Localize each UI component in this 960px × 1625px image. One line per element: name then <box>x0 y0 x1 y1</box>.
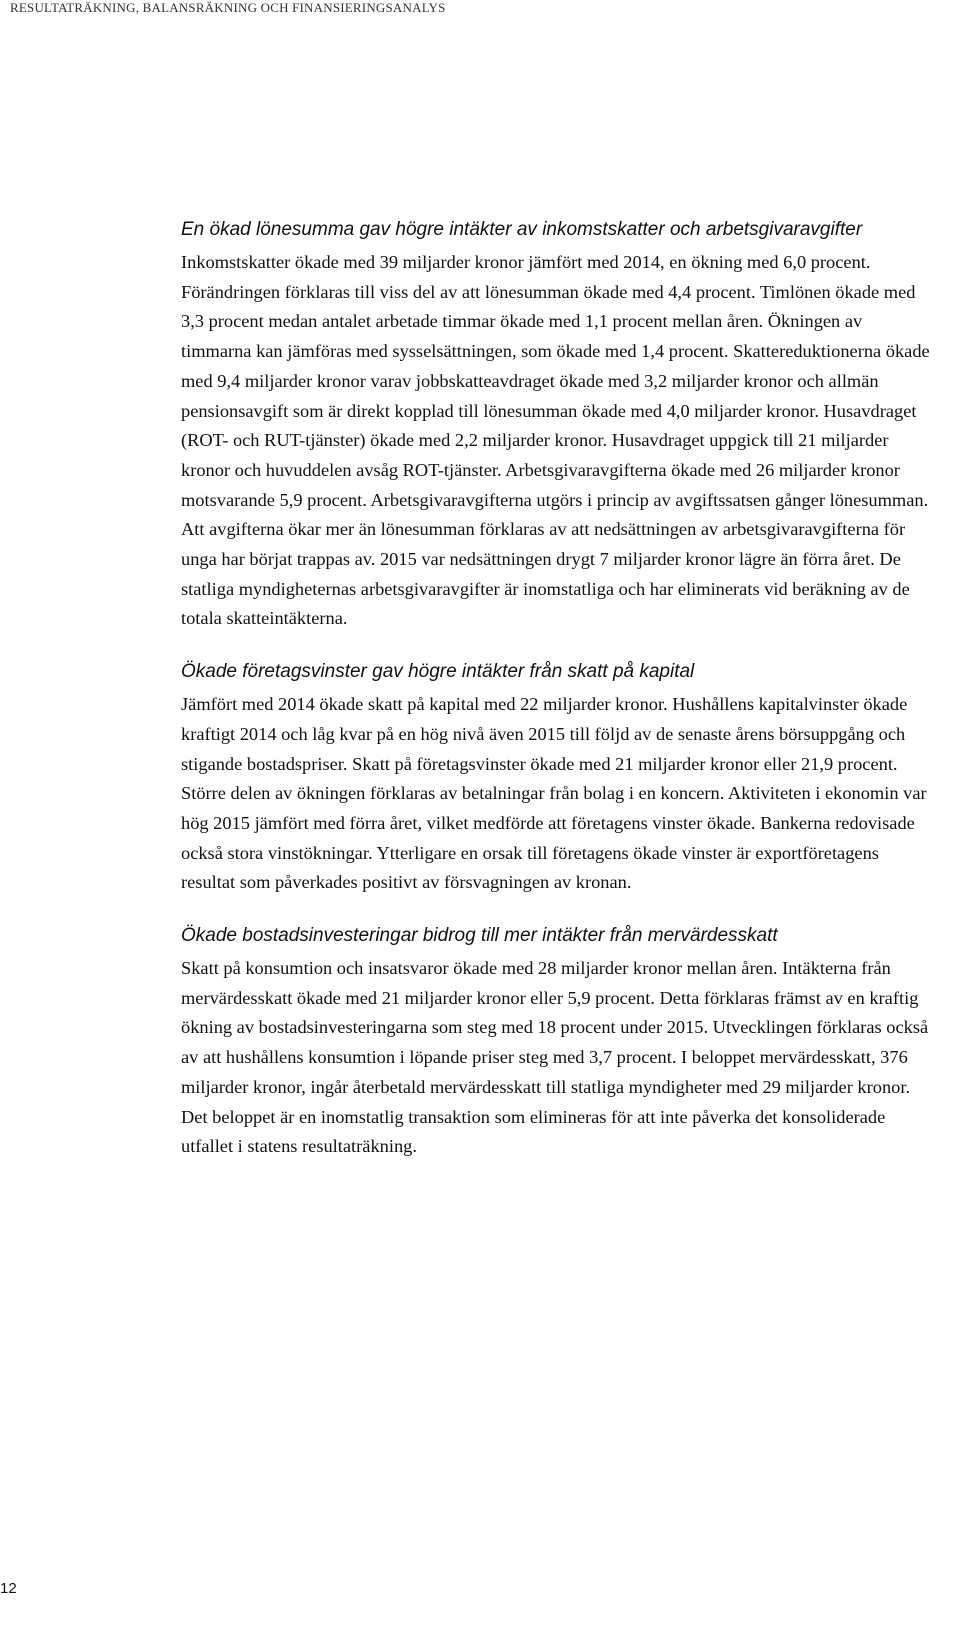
page-number: 12 <box>0 1580 17 1597</box>
section-heading: Ökade företagsvinster gav högre intäkter från skatt på kapital <box>181 661 695 683</box>
section-paragraph: Inkomstskatter ökade med 39 miljarder kronor jämfört med 2014, en ökning med 6,0 procent. Förändringen förklaras till viss del av att lönesumman ökade med 4,4 procent. Timlönen ökade med 3,3 procent medan antalet arbetade timmar ökade med 1,1 procent mellan åren. Ökningen av timmarna kan jämföras med sysselsättningen, som ökade med 1,4 procent. Skattereduktionerna ökade med 9,4 miljarder kronor varav jobbskatteavdraget ökade med 3,2 miljarder kronor och allmän pensionsavgift som är direkt kopplad till lönesumman ökade med 4,0 miljarder kronor. Husavdraget (ROT- och RUT-tjänster) ökade med 2,2 miljarder kronor. Husavdraget uppgick till 21 miljarder kronor och huvuddelen avsåg ROT-tjänster. Arbetsgivaravgifterna ökade med 26 miljarder kronor motsvarande 5,9 procent. Arbetsgivaravgifterna utgörs i princip av avgiftssatsen gånger lönesumman. Att avgifterna ökar mer än lönesumman förklaras av att nedsättningen av arbetsgivaravgifterna för unga har börjat trappas av. 2015 var nedsättningen drygt 7 miljarder kronor lägre än förra året. De statliga myndigheternas arbetsgivaravgifter är inomstatliga och har eliminerats vid beräkning av de totala skatteintäkterna. <box>181 252 930 629</box>
section-paragraph: Jämfört med 2014 ökade skatt på kapital med 22 miljarder kronor. Hushållens kapitalvinster ökade kraftigt 2014 och låg kvar på en hög nivå även 2015 till följd av de senaste årens börsuppgång och stigande bostadspriser. Skatt på företagsvinster ökade med 21 miljarder kronor eller 21,9 procent. Större delen av ökningen förklaras av betalningar från bolag i en koncern. Aktiviteten i ekonomin var hög 2015 jämfört med förra året, vilket medförde att företagens vinster ökade. Bankerna redovisade också stora vinstökningar. Ytterligare en orsak till företagens ökade vinster är exportföretagens resultat som påverkades positivt av försvagningen av kronan. <box>181 694 927 893</box>
section-heading: Ökade bostadsinvesteringar bidrog till mer intäkter från mervärdesskatt <box>181 925 778 947</box>
section-income-taxes <box>181 216 931 634</box>
section-paragraph: Skatt på konsumtion och insatsvaror ökade med 28 miljarder kronor mellan åren. Intäkterna från mervärdesskatt ökade med 21 miljarder kronor eller 5,9 procent. Detta förklaras främst av en kraftig ökning av bostadsinvesteringarna som steg med 18 procent under 2015. Utvecklingen förklaras också av att hushållens konsumtion i löpande priser steg med 3,7 procent. I beloppet mervärdesskatt, 376 miljarder kronor, ingår återbetald mervärdesskatt till statliga myndigheter med 29 miljarder kronor. Det beloppet är en inomstatlig transaktion som elimineras för att inte påverka det konsoliderade utfallet i statens resultaträkning. <box>181 958 929 1157</box>
running-header: RESULTATRÄKNING, BALANSRÄKNING OCH FINANSIERINGSANALYS <box>10 0 446 15</box>
section-heading: En ökad lönesumma gav högre intäkter av inkomstskatter och arbetsgivaravgifter <box>181 219 863 240</box>
main-content <box>181 216 931 1162</box>
section-vat <box>181 922 931 1162</box>
section-capital-tax <box>181 658 931 898</box>
